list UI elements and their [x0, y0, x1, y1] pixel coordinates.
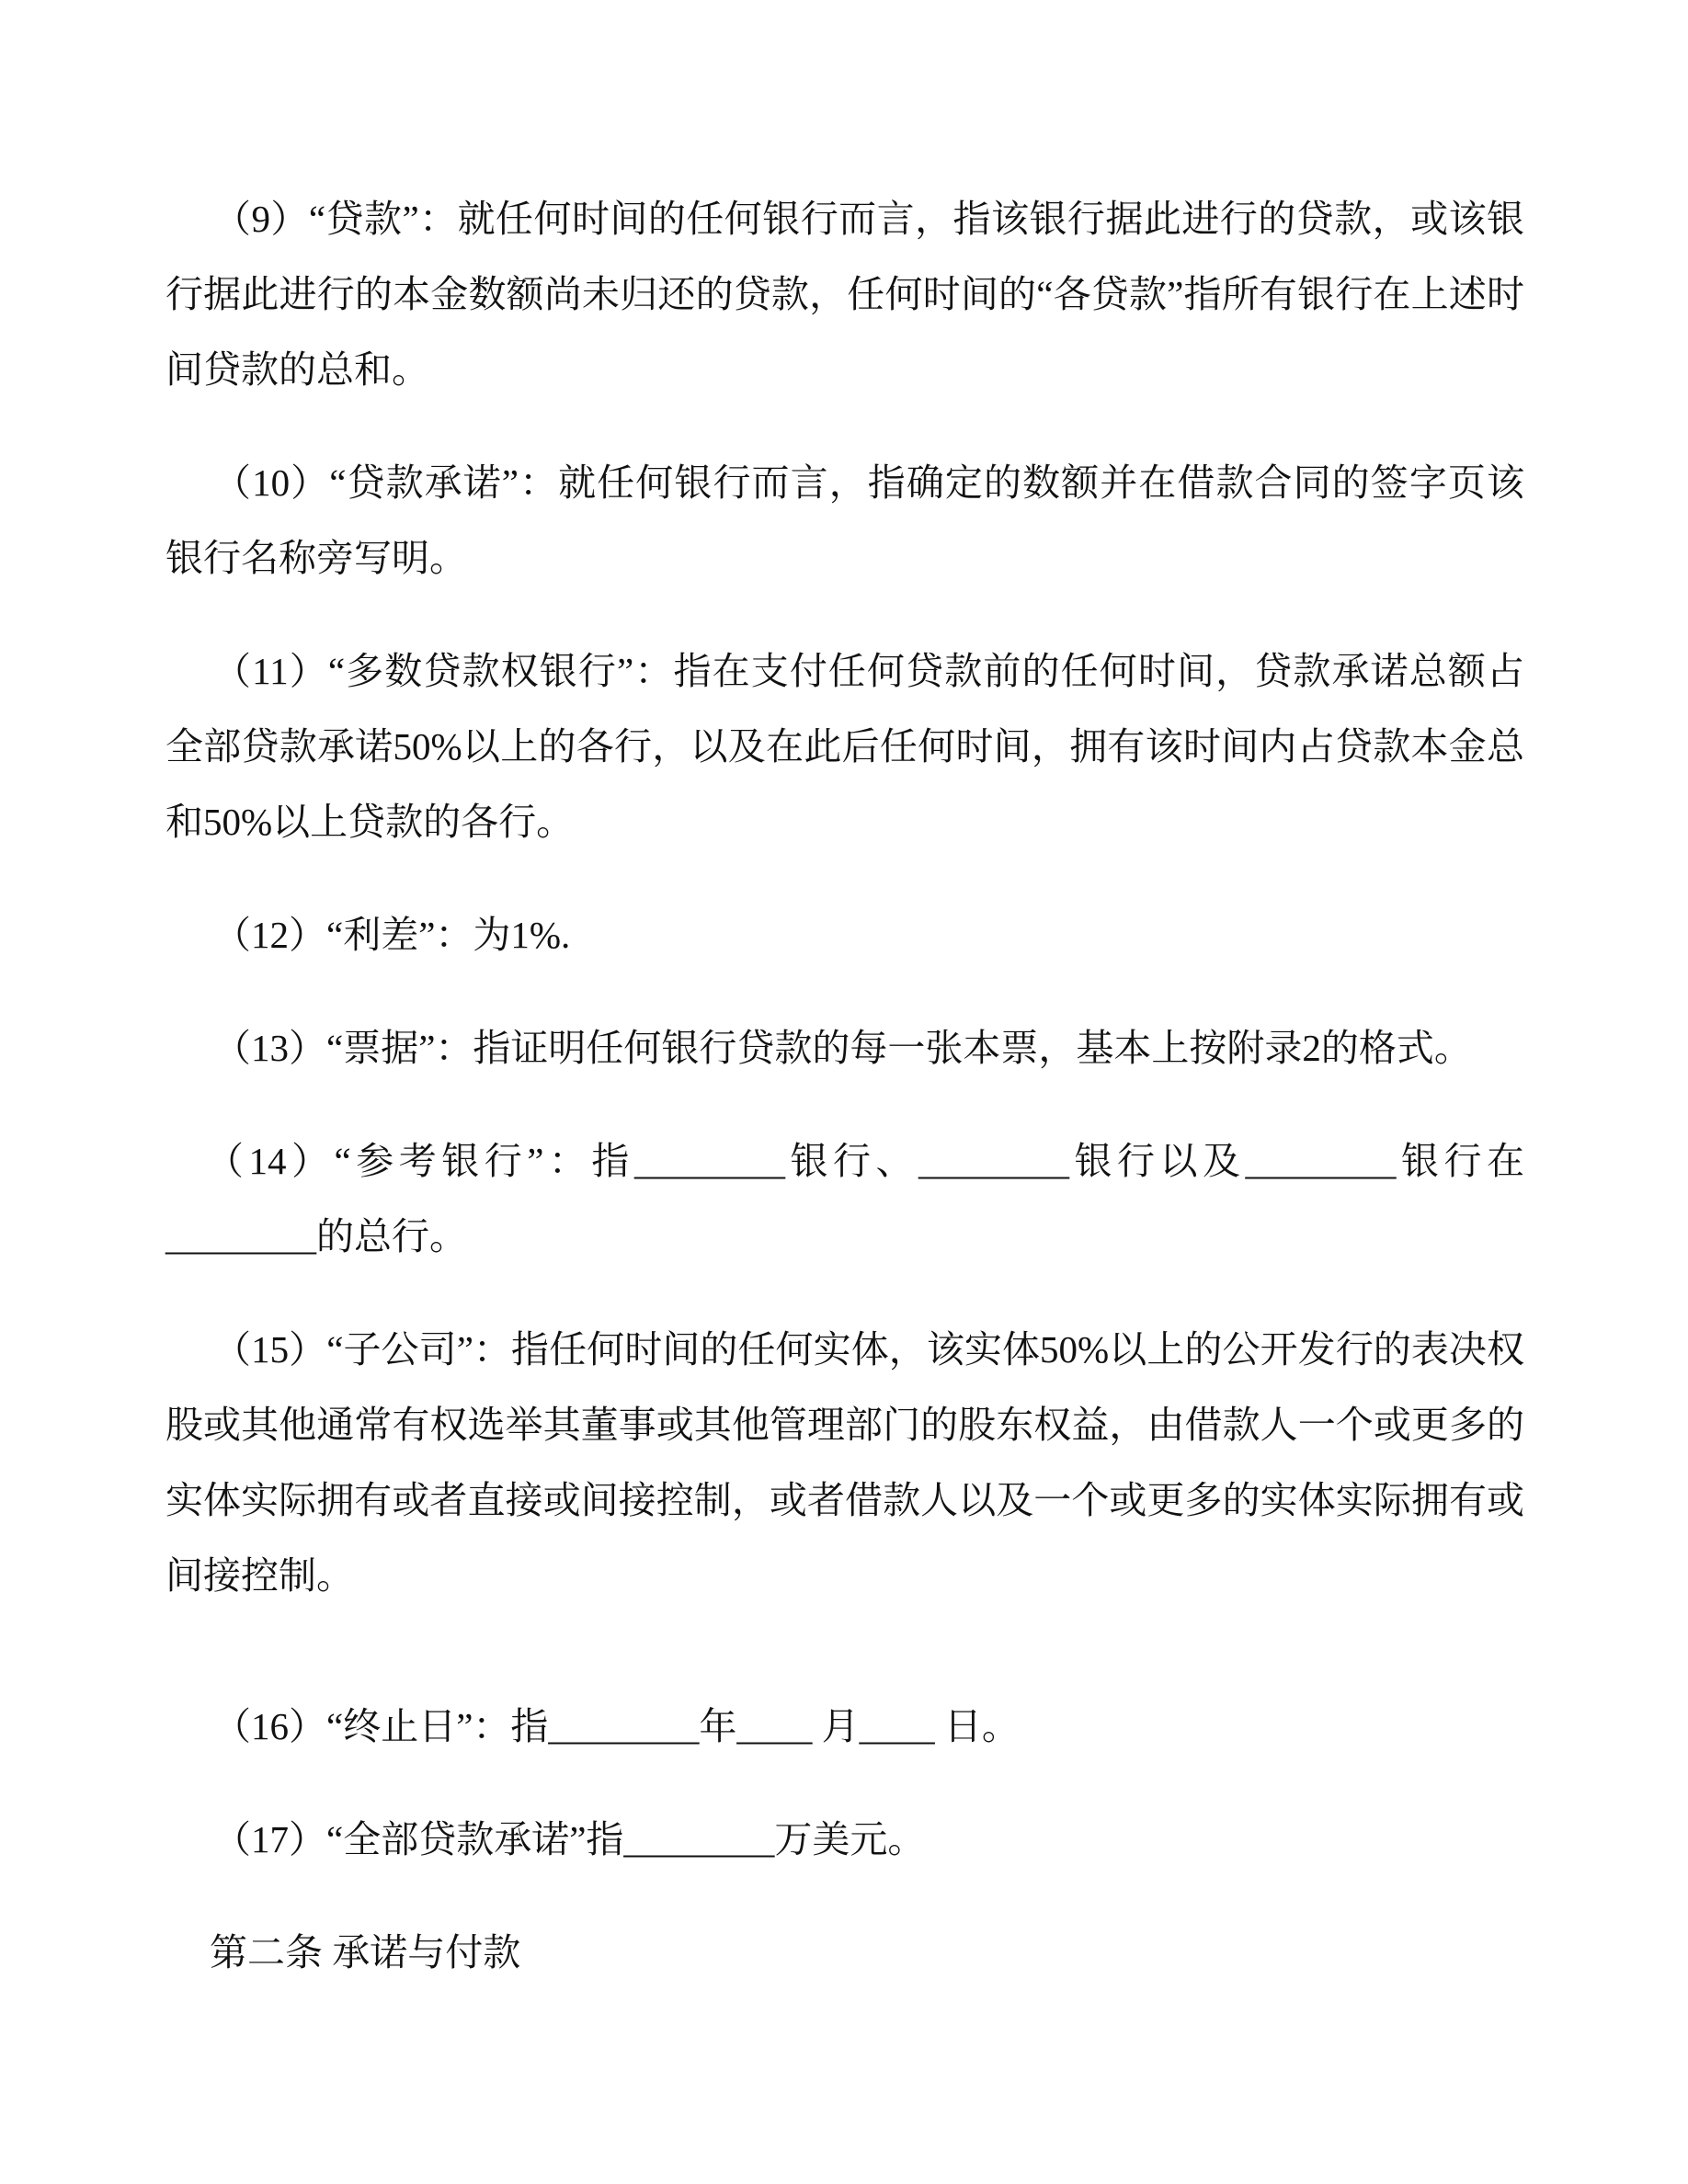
clause-16-termination-date-definition: （16）“终止日”：指________年____ 月____ 日。 — [213, 1705, 1020, 1747]
clause-9-loan-definition: （9）“贷款”：就任何时间的任何银行而言，指该银行据此进行的贷款，或该银行据此进行的本金数额尚未归还的贷款，任何时间的“各贷款”指所有银行在上述时间贷款的总和。 — [165, 198, 1524, 391]
clause-10-loan-commitment-definition: （10）“贷款承诺”：就任何银行而言，指确定的数额并在借款合同的签字页该银行名称旁写明。 — [165, 461, 1524, 579]
clause-15-subsidiary-definition: （15）“子公司”：指任何时间的任何实体，该实体50%以上的公开发行的表决权股或其他通常有权选举其董事或其他管理部门的股东权益，由借款人一个或更多的实体实际拥有或者直接或间接控制，或者借款人以及一个或更多的实体实际拥有或间接控制。 — [165, 1328, 1524, 1597]
clause-13-note-definition: （13）“票据”：指证明任何银行贷款的每一张本票，基本上按附录2的格式。 — [213, 1027, 1472, 1069]
clause-17-total-loan-commitment-definition: （17）“全部贷款承诺”指________万美元。 — [213, 1818, 926, 1860]
clause-14-reference-banks-definition: （14）“参考银行”：指________银行、________银行以及________银行在________的总行。 — [165, 1140, 1524, 1257]
clause-12-spread-definition: （12）“利差”：为1%. — [213, 914, 571, 956]
section-heading-article-2: 第二条 承诺与付款 — [210, 1931, 521, 1974]
clause-11-majority-lender-banks-definition: （11）“多数贷款权银行”：指在支付任何贷款前的任何时间，贷款承诺总额占全部贷款承诺50%以上的各行，以及在此后任何时间，拥有该时间内占贷款本金总和50%以上贷款的各行。 — [165, 650, 1524, 843]
document-body — [165, 181, 1524, 1990]
